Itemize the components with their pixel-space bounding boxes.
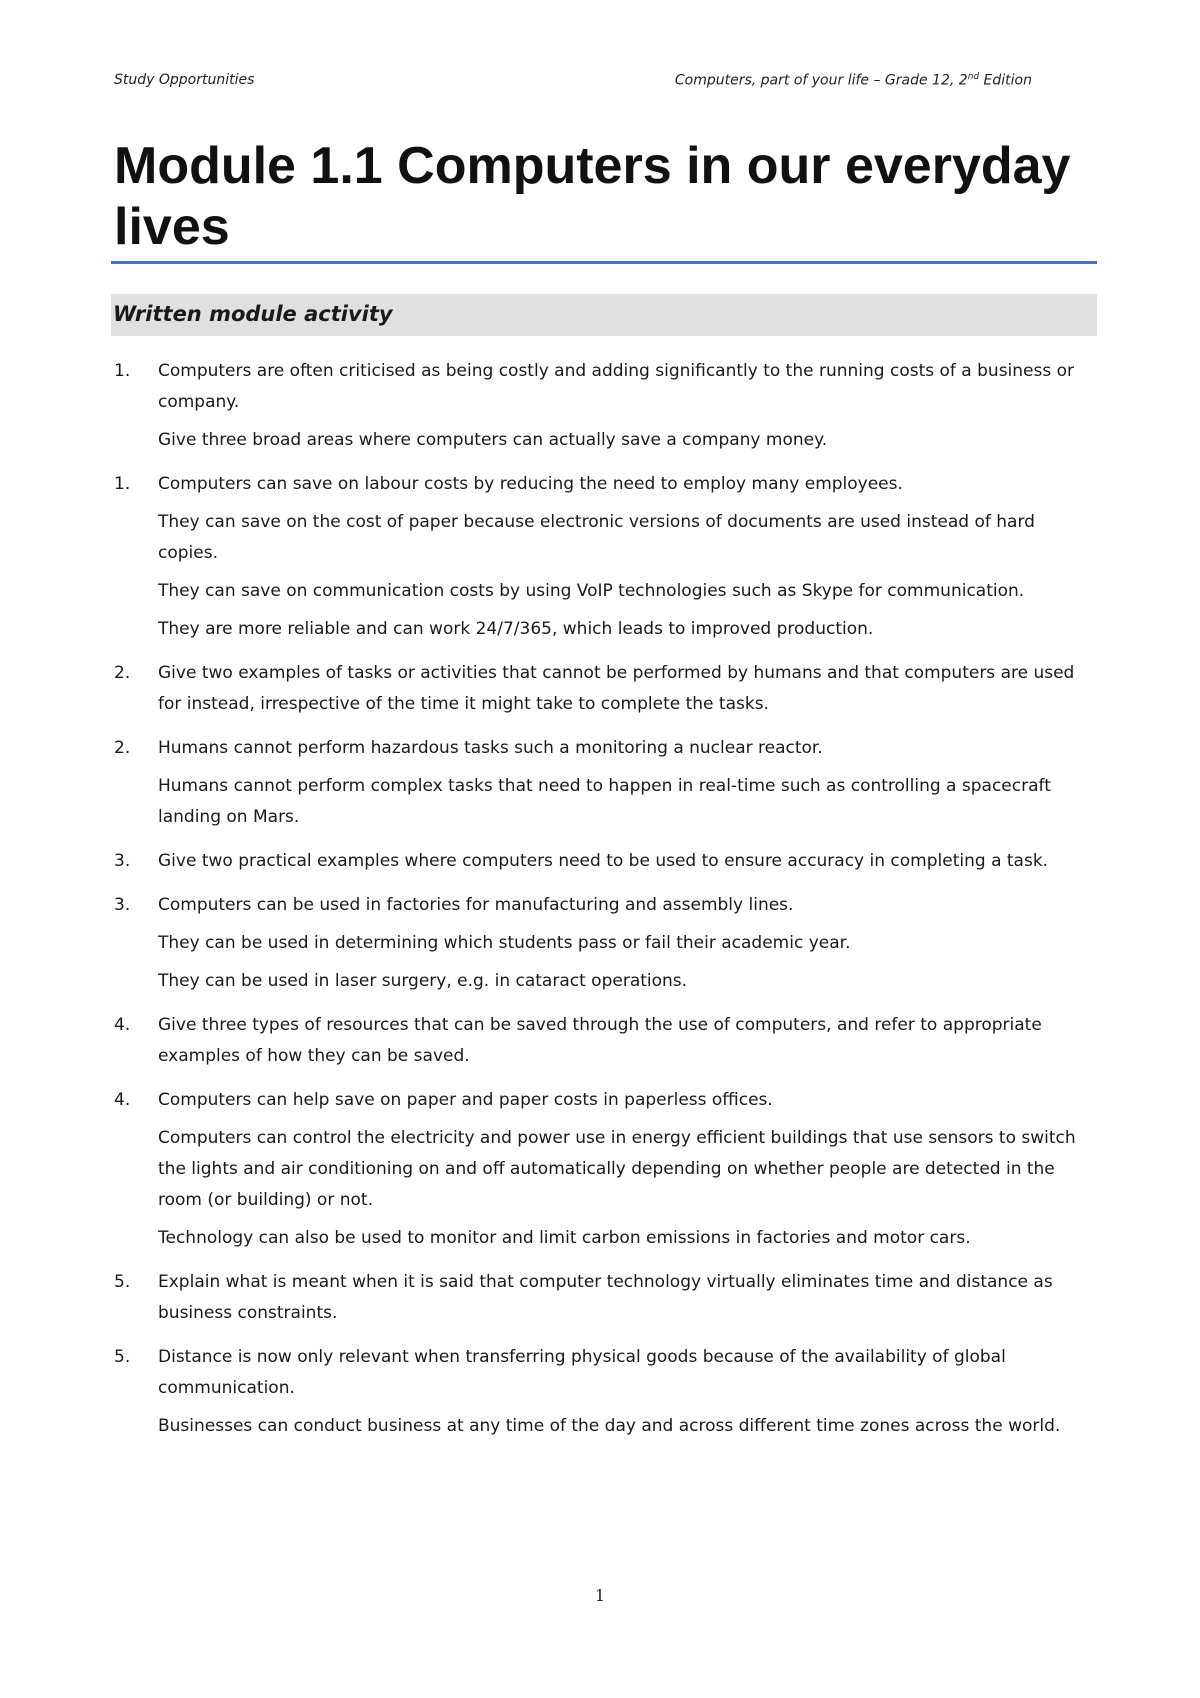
list-item-number: 2. xyxy=(114,738,131,758)
list-item xyxy=(114,356,1089,456)
list-item-number: 1. xyxy=(114,361,131,381)
list-item-paragraph: Computers can control the electricity and power use in energy efficient buildings that use sensors to switch the lights and air conditioning on and off automatically depending on whether people are detected in the room (or building) or not. xyxy=(158,1128,1076,1210)
list-item xyxy=(114,469,1089,645)
list-item xyxy=(114,1342,1089,1442)
list-item-number: 4. xyxy=(114,1015,131,1035)
page-number: 1 xyxy=(594,1586,606,1605)
list-item xyxy=(114,733,1089,833)
list-item-paragraph: Give three types of resources that can be saved through the use of computers, and refer to appropriate examples of how they can be saved. xyxy=(158,1015,1042,1066)
list-item-paragraph: Computers are often criticised as being costly and adding significantly to the running costs of a business or company. xyxy=(158,361,1075,412)
header-left-text: Study Opportunities xyxy=(114,72,255,88)
list-item-number: 5. xyxy=(114,1272,131,1292)
page-title: Module 1.1 Computers in our everyday lives xyxy=(114,137,1071,256)
list-item-paragraph: Give two practical examples where computers need to be used to ensure accuracy in completing a task. xyxy=(158,851,1049,871)
list-item-paragraph: Businesses can conduct business at any time of the day and across different time zones across the world. xyxy=(158,1416,1061,1436)
list-item xyxy=(114,658,1089,720)
list-item-paragraph: Humans cannot perform complex tasks that need to happen in real-time such as controlling a spacecraft landing on Mars. xyxy=(158,776,1051,827)
list-item-paragraph: Computers can be used in factories for manufacturing and assembly lines. xyxy=(158,895,794,915)
numbered-list xyxy=(114,356,1089,1455)
list-item-number: 2. xyxy=(114,663,131,683)
list-item xyxy=(114,1267,1089,1329)
running-header xyxy=(114,72,1032,94)
list-item-number: 3. xyxy=(114,895,131,915)
list-item-paragraph: Computers can save on labour costs by reducing the need to employ many employees. xyxy=(158,474,903,494)
list-item xyxy=(114,846,1089,877)
list-item xyxy=(114,890,1089,997)
header-right-suffix: Edition xyxy=(979,72,1032,89)
list-item-paragraph: They are more reliable and can work 24/7/365, which leads to improved production. xyxy=(158,619,874,639)
list-item-number: 5. xyxy=(114,1347,131,1367)
list-item-paragraph: They can be used in determining which students pass or fail their academic year. xyxy=(158,933,851,953)
list-item-paragraph: They can save on communication costs by using VoIP technologies such as Skype for communication. xyxy=(158,581,1025,601)
list-item-paragraph: Give two examples of tasks or activities that cannot be performed by humans and that computers are used for instead, irrespective of the time it might take to complete the tasks. xyxy=(158,663,1075,714)
list-item-number: 4. xyxy=(114,1090,131,1110)
section-heading-bar xyxy=(111,294,1097,336)
list-item-paragraph: They can be used in laser surgery, e.g. in cataract operations. xyxy=(158,971,688,991)
section-heading: Written module activity xyxy=(113,302,393,326)
list-item-paragraph: Technology can also be used to monitor and limit carbon emissions in factories and motor cars. xyxy=(158,1228,971,1248)
list-item-paragraph: Humans cannot perform hazardous tasks such a monitoring a nuclear reactor. xyxy=(158,738,823,758)
list-item-number: 3. xyxy=(114,851,131,871)
list-item-paragraph: Distance is now only relevant when transferring physical goods because of the availability of global communication. xyxy=(158,1347,1006,1398)
list-item-paragraph: Explain what is meant when it is said that computer technology virtually eliminates time and distance as business constraints. xyxy=(158,1272,1053,1323)
list-item-paragraph: They can save on the cost of paper because electronic versions of documents are used instead of hard copies. xyxy=(158,512,1035,563)
header-right-prefix: Computers, part of your life – Grade 12, 2 xyxy=(674,72,968,89)
header-right-text xyxy=(675,72,1032,89)
list-item-paragraph: Computers can help save on paper and paper costs in paperless offices. xyxy=(158,1090,773,1110)
title-underline-rule xyxy=(111,261,1097,264)
list-item xyxy=(114,1010,1089,1072)
list-item-number: 1. xyxy=(114,474,131,494)
header-right-superscript: nd xyxy=(967,72,980,82)
list-item-paragraph: Give three broad areas where computers can actually save a company money. xyxy=(158,430,828,450)
list-item xyxy=(114,1085,1089,1254)
